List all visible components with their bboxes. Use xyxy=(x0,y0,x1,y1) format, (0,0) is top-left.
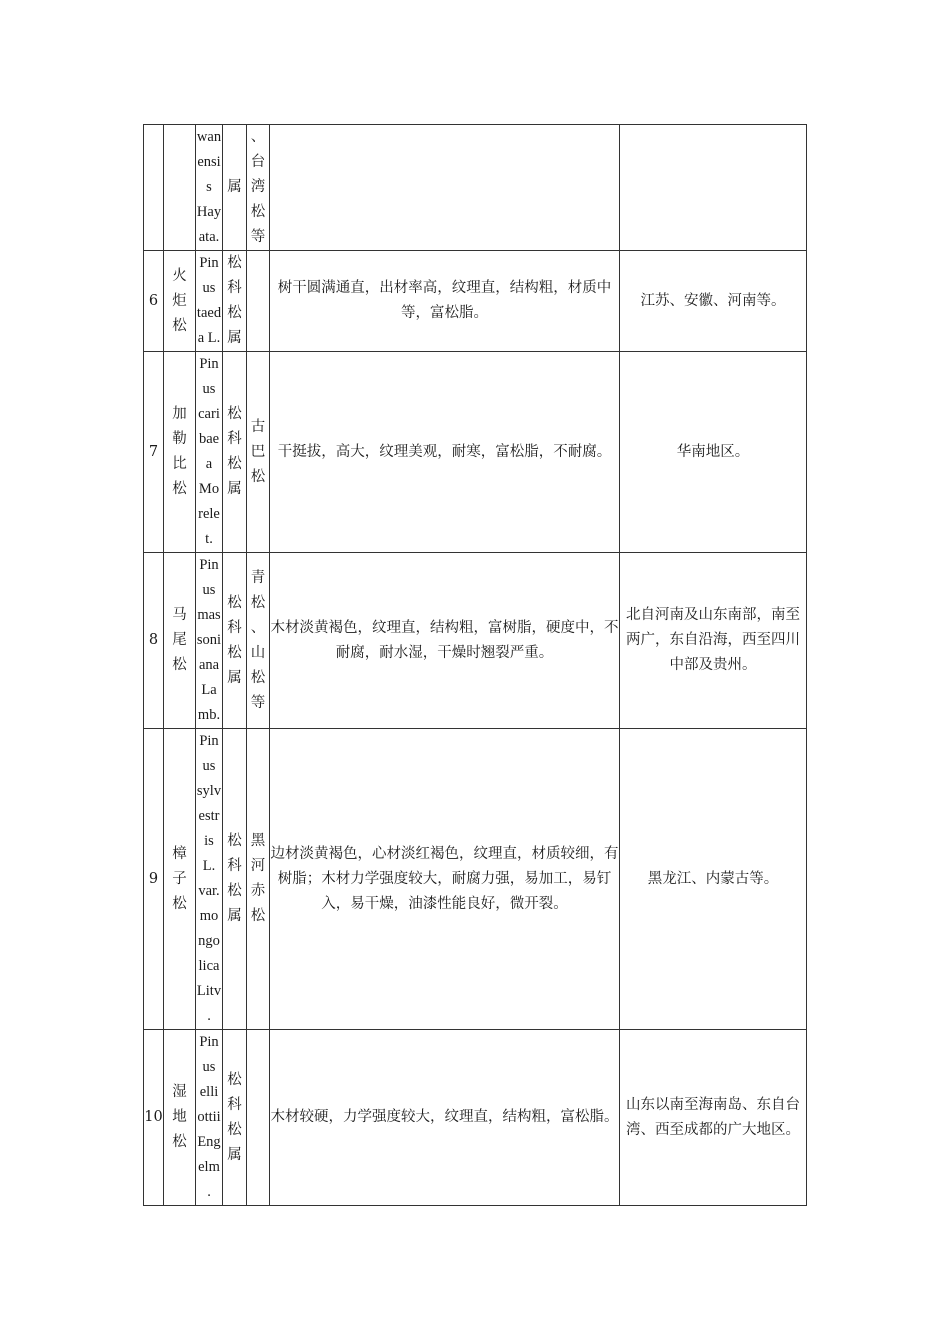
latin-name: wan ensi s Hay ata. xyxy=(196,125,223,251)
family-genus: 松 科 松 属 xyxy=(223,553,247,729)
family-genus: 松 科 松 属 xyxy=(223,251,247,352)
distribution: 山东以南至海南岛、东自台湾、西至成都的广大地区。 xyxy=(620,1030,807,1206)
row-number: 8 xyxy=(144,553,164,729)
species-name: 樟 子 松 xyxy=(164,729,196,1030)
distribution: 北自河南及山东南部，南至两广，东自沿海，西至四川中部及贵州。 xyxy=(620,553,807,729)
family-genus: 松 科 松 属 xyxy=(223,729,247,1030)
family-genus: 松 科 松 属 xyxy=(223,1030,247,1206)
family-genus: 松 科 松 属 xyxy=(223,352,247,553)
family-genus: 属 xyxy=(223,125,247,251)
alias-names: 古 巴 松 xyxy=(247,352,270,553)
latin-name: Pin us elli ottii Eng elm . xyxy=(196,1030,223,1206)
table-row xyxy=(144,251,807,352)
species-name: 湿 地 松 xyxy=(164,1030,196,1206)
latin-name: Pin us sylv estr is L. var. mo ngo lica Litv . xyxy=(196,729,223,1030)
table-row xyxy=(144,125,807,251)
distribution: 华南地区。 xyxy=(620,352,807,553)
latin-name: Pin us mas soni ana La mb. xyxy=(196,553,223,729)
alias-names: 黑 河 赤 松 xyxy=(247,729,270,1030)
species-name xyxy=(164,125,196,251)
row-number: 9 xyxy=(144,729,164,1030)
alias-names: 青 松 、 山 松 等 xyxy=(247,553,270,729)
row-number: 7 xyxy=(144,352,164,553)
alias-names: 、 台 湾 松 等 xyxy=(247,125,270,251)
wood-features: 树干圆满通直，出材率高，纹理直，结构粗，材质中等，富松脂。 xyxy=(270,251,620,352)
species-name: 加 勒 比 松 xyxy=(164,352,196,553)
latin-name: Pin us taed a L. xyxy=(196,251,223,352)
wood-features: 木材较硬，力学强度较大，纹理直，结构粗，富松脂。 xyxy=(270,1030,620,1206)
wood-features: 干挺拔，高大，纹理美观，耐寒，富松脂，不耐腐。 xyxy=(270,352,620,553)
distribution xyxy=(620,125,807,251)
wood-features: 木材淡黄褐色，纹理直，结构粗，富树脂，硬度中，不耐腐，耐水湿，干燥时翘裂严重。 xyxy=(270,553,620,729)
row-number xyxy=(144,125,164,251)
distribution: 江苏、安徽、河南等。 xyxy=(620,251,807,352)
table-row xyxy=(144,352,807,553)
species-table xyxy=(143,124,807,1206)
alias-names xyxy=(247,1030,270,1206)
wood-features: 边材淡黄褐色，心材淡红褐色，纹理直，材质较细，有树脂；木材力学强度较大，耐腐力强，易加工，易钉入，易干燥，油漆性能良好，微开裂。 xyxy=(270,729,620,1030)
row-number: 6 xyxy=(144,251,164,352)
species-name: 马 尾 松 xyxy=(164,553,196,729)
table-row xyxy=(144,729,807,1030)
alias-names xyxy=(247,251,270,352)
row-number: 10 xyxy=(144,1030,164,1206)
species-name: 火 炬 松 xyxy=(164,251,196,352)
latin-name: Pin us cari bae a Mo rele t. xyxy=(196,352,223,553)
wood-features xyxy=(270,125,620,251)
table-row xyxy=(144,1030,807,1206)
table-row xyxy=(144,553,807,729)
distribution: 黑龙江、内蒙古等。 xyxy=(620,729,807,1030)
